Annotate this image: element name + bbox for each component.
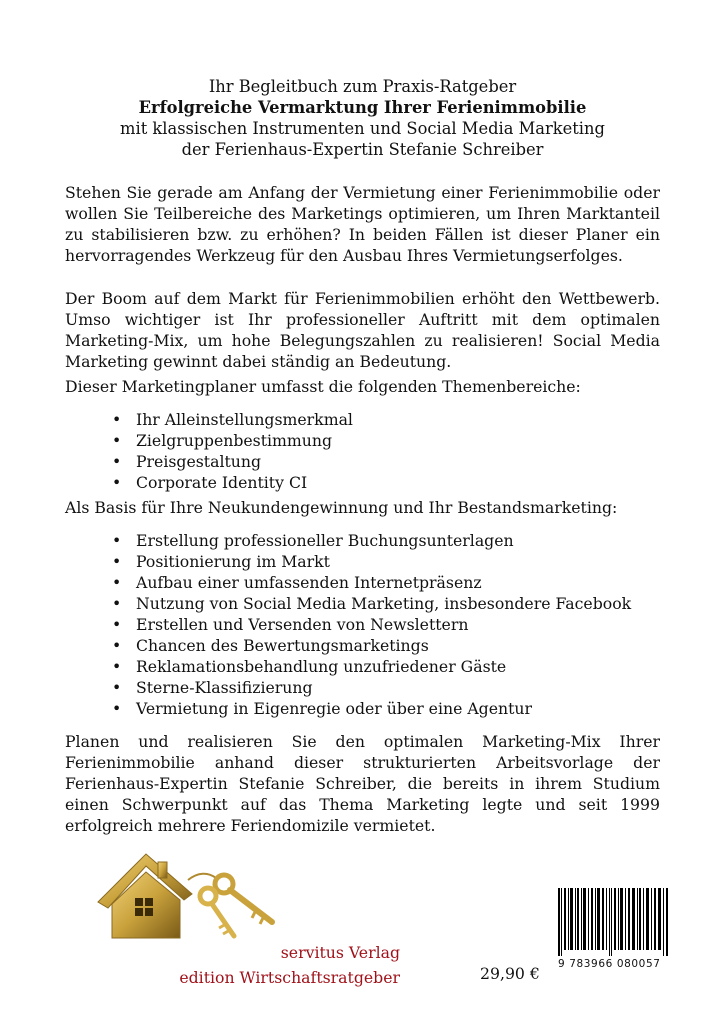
list-item: • Erstellung professioneller Buchungsunterlagen: [112, 530, 631, 551]
isbn-number: 9 783966 080057: [558, 958, 661, 970]
back-cover-header: [0, 76, 725, 160]
list-item: • Ihr Alleinstellungsmerkmal: [112, 409, 353, 430]
isbn-barcode: [558, 888, 670, 970]
list-item: • Zielgruppenbestimmung: [112, 430, 353, 451]
book-title: Erfolgreiche Vermarktung Ihrer Ferienimmobilie: [138, 98, 587, 117]
topics-intro: Dieser Marketingplaner umfasst die folgenden Themenbereiche:: [65, 377, 581, 396]
publisher-imprint: [160, 940, 400, 990]
key-icon: [188, 874, 272, 936]
header-tagline: mit klassischen Instrumenten und Social Media Marketing: [120, 119, 605, 138]
house-icon: [98, 854, 192, 938]
intro-paragraph: Stehen Sie gerade am Anfang der Vermietung einer Ferienimmobilie oder wollen Sie Teilbereiche des Marketings optimieren, um Ihren Marktanteil zu stabilisieren bzw. zu erhöhen? In beiden Fällen ist dieser Planer ein hervorragendes Werkzeug für den Ausbau Ihres Vermietungserfolges.: [65, 183, 660, 265]
topics-list: [112, 409, 353, 493]
list-item: • Reklamationsbehandlung unzufriedener Gäste: [112, 656, 631, 677]
market-paragraph: Der Boom auf dem Markt für Ferienimmobilien erhöht den Wettbewerb. Umso wichtiger ist Ihr professioneller Auftritt mit dem optimalen Marketing-Mix, um hohe Belegungszahlen zu realisieren! Social Media Marketing gewinnt dabei ständig an Bedeutung.: [65, 289, 660, 371]
list-item: • Nutzung von Social Media Marketing, insbesondere Facebook: [112, 593, 631, 614]
publisher-series: edition Wirtschaftsratgeber: [179, 968, 400, 987]
header-subtitle: Ihr Begleitbuch zum Praxis-Ratgeber: [208, 77, 517, 96]
closing-paragraph: Planen und realisieren Sie den optimalen Marketing-Mix Ihrer Ferienimmobilie anhand dieser strukturierten Arbeitsvorlage der Ferienhaus-Expertin Stefanie Schreiber, die bereits in ihrem Studium einen Schwerpunkt auf das Thema Marketing legte und seit 1999 erfolgreich mehrere Feriendomizile vermietet.: [65, 732, 660, 835]
list-item: • Sterne-Klassifizierung: [112, 677, 631, 698]
price: 29,90 €: [480, 964, 540, 983]
basis-list: [112, 530, 631, 719]
list-item: • Preisgestaltung: [112, 451, 353, 472]
basis-intro: Als Basis für Ihre Neukundengewinnung und Ihr Bestandsmarketing:: [65, 498, 618, 517]
publisher-name: servitus Verlag: [280, 943, 400, 962]
header-author: der Ferienhaus-Expertin Stefanie Schreiber: [181, 140, 544, 159]
house-keys-logo: [88, 842, 288, 946]
list-item: • Chancen des Bewertungsmarketings: [112, 635, 631, 656]
list-item: • Erstellen und Versenden von Newslettern: [112, 614, 631, 635]
list-item: • Vermietung in Eigenregie oder über eine Agentur: [112, 698, 631, 719]
list-item: • Aufbau einer umfassenden Internetpräsenz: [112, 572, 631, 593]
list-item: • Corporate Identity CI: [112, 472, 353, 493]
barcode-bars: [558, 888, 670, 956]
list-item: • Positionierung im Markt: [112, 551, 631, 572]
